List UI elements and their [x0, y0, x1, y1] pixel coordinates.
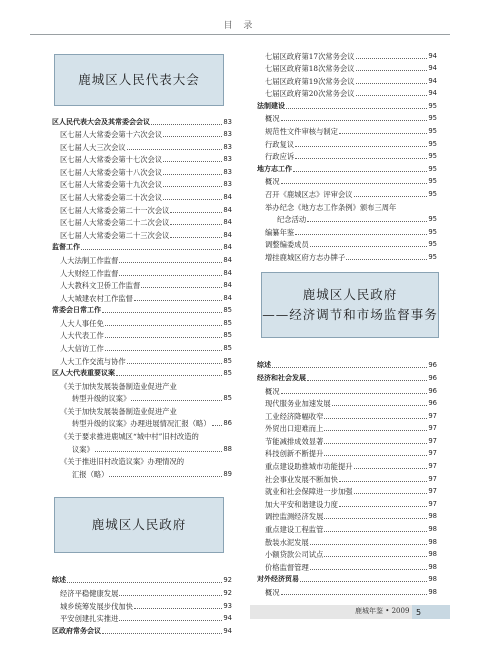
toc-list	[257, 48, 437, 262]
toc-entry-text: 区七届人大常委会第十六次会议	[60, 130, 163, 140]
toc-entry-text: 区人民代表大会及其常委会会议	[52, 117, 150, 126]
toc-entry	[52, 416, 232, 429]
toc-entry-text: 区政府常务会议	[52, 626, 101, 635]
toc-entry-text: 转型升级的议案》办理进展情况汇报（略）	[72, 419, 211, 429]
toc-entry	[52, 202, 232, 215]
dot-leader	[332, 405, 428, 406]
toc-entry	[257, 199, 437, 212]
toc-entry	[52, 340, 232, 353]
toc-entry-text: 转型升级的议案》	[72, 394, 131, 404]
toc-entry-text: 科技创新不断提升	[265, 449, 324, 459]
dot-leader	[307, 380, 427, 381]
toc-entry	[52, 252, 232, 265]
toc-entry-page: 85	[223, 331, 232, 340]
toc-list	[52, 573, 232, 636]
dot-leader	[354, 196, 428, 197]
toc-entry	[257, 86, 437, 99]
toc-entry	[257, 458, 437, 471]
toc-entry-text: 七届区政府第17次常务会议	[265, 51, 355, 61]
section-title: 鹿城区人民政府	[302, 286, 398, 302]
dot-leader	[67, 582, 222, 583]
toc-entry-text: 综述	[257, 361, 271, 370]
toc-entry	[52, 441, 232, 454]
toc-entry-text: 经济平稳健康发展	[60, 588, 119, 598]
toc-entry	[257, 421, 437, 434]
toc-entry-page: 98	[428, 524, 437, 533]
toc-entry-page: 97	[428, 499, 437, 508]
toc-entry	[52, 215, 232, 228]
toc-entry-page: 95	[428, 152, 437, 161]
toc-entry	[52, 315, 232, 328]
toc-entry-page: 84	[223, 293, 232, 302]
toc-entry-text: 重点建设助推城市功能提升	[265, 462, 353, 472]
toc-entry-text: 价格监督管理	[265, 562, 309, 572]
dot-leader	[281, 393, 428, 394]
toc-entry-text: 概况	[265, 587, 280, 597]
dot-leader	[170, 212, 222, 213]
toc-entry	[257, 111, 437, 124]
toc-entry-text: 人大财经工作监督	[60, 268, 119, 278]
toc-entry-text: 概况	[265, 177, 280, 187]
dot-leader	[339, 481, 427, 482]
toc-entry-page: 85	[223, 369, 232, 378]
toc-entry-page: 97	[428, 474, 437, 483]
toc-entry	[257, 534, 437, 547]
toc-entry	[52, 611, 232, 624]
dot-leader	[163, 186, 222, 187]
toc-entry	[52, 265, 232, 278]
toc-entry	[257, 61, 437, 74]
toc-entry-text: 行政应诉	[265, 152, 295, 162]
toc-entry	[52, 114, 232, 127]
toc-entry	[257, 224, 437, 237]
toc-entry-page: 97	[428, 436, 437, 445]
dot-leader	[281, 183, 428, 184]
toc-entry-text: 监督工作	[52, 243, 80, 252]
toc-entry-text: 人大信访工作	[60, 343, 104, 353]
toc-entry-page: 84	[223, 268, 232, 277]
toc-entry	[257, 358, 437, 371]
toc-entry-page: 95	[428, 252, 437, 261]
dot-leader	[324, 531, 427, 532]
dot-leader	[324, 418, 427, 419]
toc-entry	[257, 433, 437, 446]
toc-entry-page: 83	[223, 142, 232, 151]
toc-entry-page: 98	[428, 575, 437, 584]
toc-entry-text: 区七届人大常委会第二十次会议	[60, 193, 163, 203]
toc-entry-text: 社会事业发展不断加快	[265, 474, 338, 484]
toc-entry	[257, 249, 437, 262]
toc-entry-text: 加大平安和谐建设力度	[265, 499, 338, 509]
toc-entry-text: 工业经济降幅收窄	[265, 411, 324, 421]
toc-entry-page: 96	[428, 361, 437, 370]
dot-leader	[151, 124, 222, 125]
dot-leader	[163, 174, 222, 175]
toc-right-column	[257, 48, 437, 597]
toc-entry-text: 综述	[52, 576, 66, 585]
dot-leader	[127, 149, 223, 150]
toc-entry-text: 外贸出口迎难而上	[265, 424, 324, 434]
toc-entry-text: 区人大代表重要议案	[52, 369, 115, 378]
toc-entry	[257, 370, 437, 383]
toc-entry-text: 区七届人大常委会第十七次会议	[60, 155, 163, 165]
section-title: 鹿城区人民代表大会	[78, 72, 200, 87]
toc-entry-page: 93	[223, 601, 232, 610]
toc-entry	[52, 189, 232, 202]
toc-entry-page: 94	[428, 64, 437, 73]
toc-entry-page: 95	[428, 215, 437, 224]
dot-leader	[307, 221, 427, 222]
dot-leader	[134, 300, 222, 301]
dot-leader	[293, 171, 427, 172]
toc-entry-page: 95	[428, 127, 437, 136]
toc-entry-page: 95	[428, 101, 437, 110]
header-rule	[30, 34, 450, 35]
dot-leader	[281, 594, 428, 595]
toc-entry-page: 95	[428, 177, 437, 186]
section-box-government	[54, 497, 224, 553]
toc-entry-text: 举办纪念《地方志工作条例》颁布三周年	[265, 202, 397, 212]
toc-entry-page: 98	[428, 550, 437, 559]
toc-entry-page: 88	[223, 444, 232, 453]
toc-entry	[257, 496, 437, 509]
dot-leader	[310, 569, 428, 570]
toc-entry-page: 98	[428, 587, 437, 596]
toc-entry-page: 83	[223, 117, 232, 126]
dot-leader	[339, 506, 427, 507]
toc-entry-page: 84	[223, 281, 232, 290]
toc-entry-page: 95	[428, 240, 437, 249]
toc-entry-page: 96	[428, 399, 437, 408]
dot-leader	[300, 581, 427, 582]
dot-leader	[163, 199, 222, 200]
dot-leader	[102, 633, 222, 634]
toc-entry-page: 97	[428, 449, 437, 458]
toc-entry	[257, 584, 437, 597]
dot-leader	[134, 608, 222, 609]
toc-entry-page: 96	[428, 373, 437, 382]
toc-entry	[52, 152, 232, 165]
toc-entry	[52, 353, 232, 366]
dot-leader	[81, 249, 222, 250]
dot-leader	[356, 70, 428, 71]
toc-entry-page: 84	[223, 218, 232, 227]
dot-leader	[105, 350, 223, 351]
toc-entry-page: 83	[223, 167, 232, 176]
toc-entry	[52, 177, 232, 190]
toc-entry	[257, 136, 437, 149]
toc-entry-text: 纪念活动	[277, 215, 307, 225]
toc-entry-text: 七届区政府第20次常务会议	[265, 89, 355, 99]
toc-entry-text: 人大城建农村工作监督	[60, 293, 133, 303]
toc-entry	[257, 408, 437, 421]
toc-entry-page: 94	[223, 614, 232, 623]
toc-entry-page: 95	[428, 139, 437, 148]
toc-entry	[257, 446, 437, 459]
toc-entry-page: 83	[223, 130, 232, 139]
toc-entry-page: 97	[428, 487, 437, 496]
toc-entry	[52, 585, 232, 598]
toc-entry-text: 编纂年鉴	[265, 227, 295, 237]
toc-entry-text: 区七届人大常委会第十九次会议	[60, 180, 163, 190]
toc-entry-text: 增挂鹿城区府方志办牌子	[265, 252, 346, 262]
toc-entry-text: 议案》	[72, 444, 94, 454]
toc-entry	[257, 572, 437, 585]
toc-entry-page: 92	[223, 576, 232, 585]
toc-entry	[52, 328, 232, 341]
toc-entry	[52, 378, 232, 391]
dot-leader	[324, 430, 427, 431]
toc-entry-page: 89	[223, 469, 232, 478]
toc-entry-text: 人大教科文卫侨工作监督	[60, 281, 141, 291]
section-box-people-congress	[54, 54, 224, 106]
toc-entry	[257, 383, 437, 396]
toc-entry-text: 节能减排成效显著	[265, 436, 324, 446]
toc-entry	[52, 403, 232, 416]
toc-entry-page: 85	[223, 318, 232, 327]
dot-leader	[127, 363, 223, 364]
toc-entry-text: 七届区政府第18次常务会议	[265, 64, 355, 74]
dot-leader	[116, 375, 222, 376]
toc-entry-page: 97	[428, 424, 437, 433]
toc-entry	[52, 303, 232, 316]
dot-leader	[356, 83, 428, 84]
toc-entry-text: 人大人事任免	[60, 318, 104, 328]
toc-entry-page: 84	[223, 230, 232, 239]
dot-leader	[131, 400, 222, 401]
toc-entry	[257, 559, 437, 572]
toc-left-column	[52, 48, 232, 636]
toc-entry	[257, 123, 437, 136]
toc-entry-page: 95	[428, 189, 437, 198]
dot-leader	[163, 136, 222, 137]
toc-entry-text: 概况	[265, 386, 280, 396]
toc-entry-page: 85	[223, 394, 232, 403]
section-title: 鹿城区人民政府	[91, 516, 187, 532]
page-header-title: 目 录	[223, 21, 257, 31]
dot-leader	[356, 95, 428, 96]
toc-entry-text: 城乡统筹发展步伐加快	[60, 601, 133, 611]
toc-entry	[257, 521, 437, 534]
toc-entry-text: 法制建设	[257, 101, 285, 110]
dot-leader	[310, 246, 428, 247]
toc-entry	[52, 240, 232, 253]
section-subtitle: ——经济调节和市场监督事务	[262, 306, 438, 322]
toc-entry-page: 94	[223, 626, 232, 635]
page-number: 5	[412, 605, 450, 619]
toc-entry-page: 84	[223, 205, 232, 214]
toc-entry	[257, 471, 437, 484]
dot-leader	[281, 120, 428, 121]
dot-leader	[105, 325, 223, 326]
dot-leader	[354, 493, 428, 494]
toc-entry	[52, 454, 232, 467]
dot-leader	[109, 476, 222, 477]
toc-entry-text: 区七届人大常委会第十八次会议	[60, 167, 163, 177]
footer-book: 鹿城年鉴 • 2009	[355, 607, 410, 615]
toc-entry-text: 概况	[265, 114, 280, 124]
toc-entry	[257, 161, 437, 174]
toc-entry	[52, 227, 232, 240]
dot-leader	[295, 146, 427, 147]
toc-entry-page: 84	[223, 193, 232, 202]
toc-entry-page: 94	[428, 76, 437, 85]
toc-entry-text: 汇报（略）	[72, 469, 109, 479]
toc-entry	[52, 290, 232, 303]
toc-entry-page: 84	[223, 255, 232, 264]
dot-leader	[354, 468, 428, 469]
toc-entry-text: 人大工作交流与协作	[60, 356, 126, 366]
dot-leader	[212, 425, 223, 426]
toc-entry-page: 98	[428, 562, 437, 571]
dot-leader	[105, 337, 223, 338]
dot-leader	[170, 237, 222, 238]
toc-entry-page: 85	[223, 306, 232, 315]
toc-entry-text: 《关于加快发展装备制造业促进产业	[60, 381, 177, 391]
toc-entry-text: 常委会日常工作	[52, 306, 101, 315]
toc-entry-text: 《关于推进旧村改造议案》办理情况的	[60, 457, 185, 467]
toc-entry	[257, 186, 437, 199]
dot-leader	[286, 108, 427, 109]
toc-entry-text: 《关于加快发展装备制造业促进产业	[60, 406, 177, 416]
toc-entry-page: 94	[428, 89, 437, 98]
toc-entry-page: 86	[223, 419, 232, 428]
dot-leader	[295, 158, 427, 159]
toc-entry-page: 97	[428, 411, 437, 420]
toc-entry	[52, 391, 232, 404]
toc-entry-page: 96	[428, 386, 437, 395]
toc-entry-text: 人大代表工作	[60, 331, 104, 341]
dot-leader	[295, 234, 427, 235]
dot-leader	[310, 544, 428, 545]
toc-entry-page: 83	[223, 180, 232, 189]
toc-entry	[257, 237, 437, 250]
toc-entry-text: 小额贷款公司试点	[265, 550, 324, 560]
dot-leader	[119, 262, 222, 263]
toc-entry	[52, 139, 232, 152]
toc-entry	[257, 484, 437, 497]
toc-entry	[52, 466, 232, 479]
toc-entry-page: 95	[428, 227, 437, 236]
dot-leader	[324, 443, 427, 444]
dot-leader	[119, 595, 222, 596]
toc-entry-text: 地方志工作	[257, 164, 292, 173]
dot-leader	[339, 133, 427, 134]
toc-entry	[52, 127, 232, 140]
toc-list	[257, 358, 437, 597]
toc-entry-text: 区七届人大常委会第二十二次会议	[60, 218, 170, 228]
toc-entry	[52, 623, 232, 636]
toc-entry-text: 对外经济贸易	[257, 575, 299, 584]
toc-entry	[257, 149, 437, 162]
dot-leader	[346, 259, 427, 260]
toc-entry-text: 人大法制工作监督	[60, 255, 119, 265]
toc-entry	[52, 366, 232, 379]
toc-entry-text: 就业和社会保障进一步加强	[265, 487, 353, 497]
toc-entry	[257, 73, 437, 86]
dot-leader	[119, 620, 222, 621]
toc-entry-page: 83	[223, 155, 232, 164]
toc-entry-text: 召开《鹿城区志》评审会议	[265, 189, 353, 199]
toc-entry-text: 散装水泥发展	[265, 537, 309, 547]
toc-entry-text: 现代服务业加速发展	[265, 399, 331, 409]
toc-entry-page: 92	[223, 588, 232, 597]
toc-entry	[52, 598, 232, 611]
dot-leader	[95, 451, 222, 452]
toc-entry-page: 94	[428, 51, 437, 60]
toc-entry	[52, 164, 232, 177]
toc-entry-page: 84	[223, 243, 232, 252]
dot-leader	[102, 312, 222, 313]
toc-entry-text: 规范性文件审核与制定	[265, 127, 338, 137]
toc-entry-page: 95	[428, 114, 437, 123]
toc-entry	[257, 48, 437, 61]
toc-entry-text: 调控监测经济发展	[265, 512, 324, 522]
dot-leader	[356, 58, 428, 59]
dot-leader	[272, 367, 427, 368]
dot-leader	[170, 224, 222, 225]
toc-entry-page: 85	[223, 356, 232, 365]
toc-entry-text: 七届区政府第19次常务会议	[265, 76, 355, 86]
toc-entry	[257, 174, 437, 187]
dot-leader	[324, 556, 427, 557]
toc-entry-text: 区七届人大常委会第二十三次会议	[60, 230, 170, 240]
toc-entry-text: 调整编委成员	[265, 240, 309, 250]
toc-entry-page: 97	[428, 462, 437, 471]
toc-entry	[257, 509, 437, 522]
dot-leader	[324, 455, 427, 456]
toc-entry	[257, 212, 437, 225]
toc-entry	[257, 396, 437, 409]
toc-entry-text: 经济和社会发展	[257, 373, 306, 382]
dot-leader	[324, 518, 427, 519]
toc-list	[52, 114, 232, 479]
section-box-government-economic	[261, 272, 439, 338]
toc-entry-text: 《关于要求推进鹿城区“城中村”旧村改造的	[60, 432, 199, 442]
toc-entry-text: 平安创建扎实推进	[60, 614, 119, 624]
toc-entry-text: 重点建设工程监管	[265, 524, 324, 534]
toc-entry-text: 区七届人大三次会议	[60, 142, 126, 152]
toc-entry	[52, 278, 232, 291]
toc-entry	[257, 98, 437, 111]
toc-entry-page: 98	[428, 537, 437, 546]
toc-entry-page: 98	[428, 512, 437, 521]
toc-entry-page: 85	[223, 343, 232, 352]
toc-entry-text: 行政复议	[265, 139, 295, 149]
toc-entry	[257, 547, 437, 560]
toc-entry	[52, 573, 232, 586]
dot-leader	[163, 161, 222, 162]
dot-leader	[119, 275, 222, 276]
toc-entry-text: 区七届人大常委会第二十一次会议	[60, 205, 170, 215]
toc-entry-page: 95	[428, 164, 437, 173]
dot-leader	[141, 287, 222, 288]
toc-entry	[52, 428, 232, 441]
